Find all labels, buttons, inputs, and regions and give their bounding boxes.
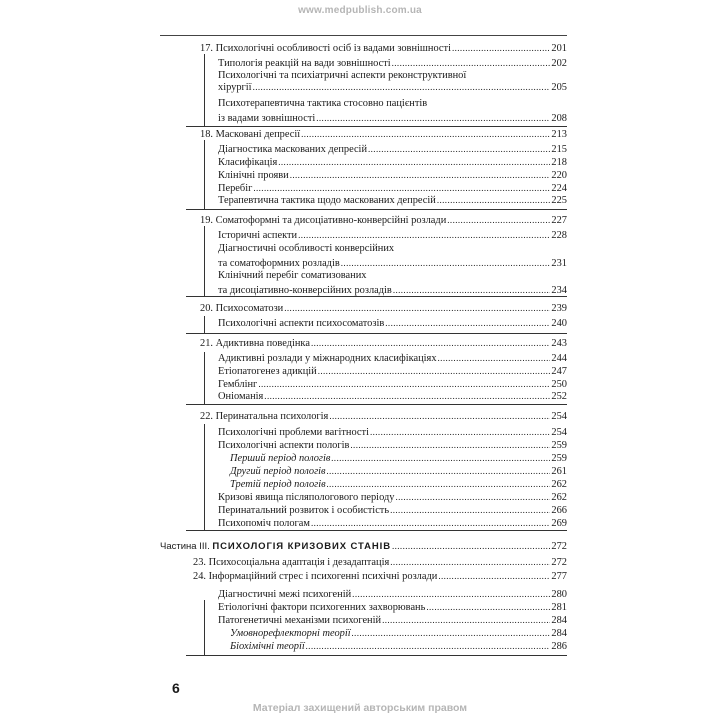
page-ref: 240 xyxy=(551,318,567,329)
item-title-line2: та соматоформних розладів xyxy=(218,257,340,269)
leader-dots xyxy=(438,353,550,365)
toc-item[interactable] xyxy=(218,427,567,439)
page-ref: 228 xyxy=(551,230,567,241)
leader-dots xyxy=(327,479,550,491)
toc-divider xyxy=(186,530,567,531)
toc-item[interactable] xyxy=(218,170,567,182)
toc-chapter-23[interactable] xyxy=(193,557,567,569)
toc-item[interactable] xyxy=(218,440,567,452)
leader-dots xyxy=(253,183,550,195)
page-ref: 234 xyxy=(551,284,567,296)
chapter-title: 21. Адиктивна поведінка xyxy=(200,338,310,349)
leader-dots xyxy=(331,453,550,465)
toc-divider xyxy=(204,54,205,127)
toc-divider xyxy=(204,316,205,333)
leader-dots xyxy=(318,366,550,378)
item-title: Історичні аспекти xyxy=(218,230,298,241)
toc-divider xyxy=(186,404,567,405)
toc-chapter-20[interactable] xyxy=(200,303,567,315)
leader-dots xyxy=(290,170,550,182)
toc-item[interactable] xyxy=(218,230,567,242)
leader-dots xyxy=(390,557,550,569)
chapter-title: 17. Психологічні особливості осіб із вадами зовнішності xyxy=(200,43,451,54)
item-title: Гемблінг xyxy=(218,379,258,390)
toc-item[interactable] xyxy=(218,518,567,530)
chapter-title: 19. Соматоформні та дисоціативно-конверсійні розлади xyxy=(200,215,447,226)
leader-dots xyxy=(352,628,550,640)
page-ref: 205 xyxy=(551,81,567,93)
page-ref: 243 xyxy=(551,338,567,349)
leader-dots xyxy=(327,466,550,478)
toc-divider xyxy=(186,296,567,297)
toc-divider xyxy=(186,126,567,127)
page-ref: 218 xyxy=(551,157,567,168)
toc-item[interactable] xyxy=(218,379,567,391)
leader-dots xyxy=(350,440,550,452)
leader-dots xyxy=(278,157,550,169)
page-ref: 254 xyxy=(551,427,567,438)
leader-dots xyxy=(395,492,550,504)
chapter-title: 22. Перинатальна психологія xyxy=(200,411,329,422)
item-title: Психологічні аспекти психосоматозів xyxy=(218,318,385,329)
page-ref: 259 xyxy=(551,453,567,464)
page-ref: 262 xyxy=(551,492,567,503)
page-ref: 201 xyxy=(551,43,567,54)
page-ref: 266 xyxy=(551,505,567,516)
leader-dots xyxy=(370,427,550,439)
page-ref: 225 xyxy=(551,195,567,206)
page-ref: 247 xyxy=(551,366,567,377)
toc-chapter-17[interactable] xyxy=(200,43,567,55)
toc-item[interactable] xyxy=(218,195,567,207)
leader-dots xyxy=(311,338,550,350)
chapter-title: 24. Інформаційний стрес і психогенні психічні розлади xyxy=(193,571,438,582)
leader-dots xyxy=(385,318,550,330)
item-title: Діагностика маскованих депресій xyxy=(218,144,367,155)
toc-divider xyxy=(186,333,567,334)
item-title: Клінічні прояви xyxy=(218,170,289,181)
page-ref: 250 xyxy=(551,379,567,390)
page-ref: 280 xyxy=(551,589,567,600)
item-title-line2: та дисоціативно-конверсійних розладів xyxy=(218,284,392,296)
item-title: Біохімічні теорії xyxy=(230,641,305,652)
toc-subitem[interactable] xyxy=(230,479,567,491)
item-title: Другий період пологів xyxy=(230,466,326,477)
item-title: Патогенетичні механізми психогеній xyxy=(218,615,382,626)
item-title: Діагностичні межі психогеній xyxy=(218,589,352,600)
item-title: Третій період пологів xyxy=(230,479,326,490)
page-ref: 277 xyxy=(551,571,567,582)
page-ref: 213 xyxy=(551,129,567,140)
toc-item[interactable] xyxy=(218,58,567,70)
page-ref: 269 xyxy=(551,518,567,529)
toc-item[interactable] xyxy=(218,492,567,504)
item-title-line1: Психологічні та психіатричні аспекти реконструктивної xyxy=(218,70,467,81)
toc-item[interactable] xyxy=(218,353,567,365)
item-title: Класифікація xyxy=(218,157,278,168)
toc-item[interactable] xyxy=(218,318,567,330)
page-ref: 239 xyxy=(551,303,567,314)
leader-dots xyxy=(341,258,550,270)
page-ref: 254 xyxy=(551,411,567,422)
page-ref: 272 xyxy=(551,557,567,568)
item-title: Етіопатогенез адикцій xyxy=(218,366,317,377)
leader-dots xyxy=(284,303,550,315)
leader-dots xyxy=(437,195,550,207)
leader-dots xyxy=(264,391,550,403)
page-number: 6 xyxy=(172,680,180,696)
leader-dots xyxy=(452,43,550,55)
toc-chapter-21[interactable] xyxy=(200,338,567,350)
toc-item[interactable] xyxy=(218,183,567,195)
leader-dots xyxy=(301,129,550,141)
toc-item[interactable] xyxy=(218,243,567,269)
page-ref: 224 xyxy=(551,183,567,194)
leader-dots xyxy=(316,113,550,125)
page-ref: 281 xyxy=(551,602,567,613)
item-title-line1: Клінічний перебіг соматизованих xyxy=(218,270,367,281)
chapter-title: 18. Масковані депресії xyxy=(200,129,301,140)
leader-dots xyxy=(393,285,550,297)
item-title: Кризові явища післяпологового періоду xyxy=(218,492,395,503)
toc-item[interactable] xyxy=(218,98,567,124)
leader-dots xyxy=(258,379,550,391)
chapter-title: 20. Психосоматози xyxy=(200,303,284,314)
page-ref: 215 xyxy=(551,144,567,155)
item-title: Психологічні аспекти пологів xyxy=(218,440,350,451)
page-ref: 202 xyxy=(551,58,567,69)
site-url: www.medpublish.com.ua xyxy=(298,5,422,16)
item-title: Умовнорефлекторні теорії xyxy=(230,628,351,639)
leader-dots xyxy=(311,518,550,530)
item-title-line2: хірургії xyxy=(218,81,252,93)
toc-item[interactable] xyxy=(218,505,567,517)
toc-item[interactable] xyxy=(218,615,567,627)
item-title: Оніоманія xyxy=(218,391,264,402)
item-title: Психопоміч пологам xyxy=(218,518,310,529)
page-ref: 220 xyxy=(551,170,567,181)
page-ref: 227 xyxy=(551,215,567,226)
leader-dots xyxy=(329,411,550,423)
item-title-line1: Діагностичні особливості конверсійних xyxy=(218,243,395,254)
toc-subitem[interactable] xyxy=(230,466,567,478)
toc-chapter-24[interactable] xyxy=(193,571,567,583)
toc-item[interactable] xyxy=(218,589,567,601)
toc-item[interactable] xyxy=(218,391,567,403)
toc-item[interactable] xyxy=(218,157,567,169)
part-title: ПСИХОЛОГІЯ КРИЗОВИХ СТАНІВ xyxy=(212,541,391,552)
item-title: Терапевтична тактика щодо маскованих депресій xyxy=(218,195,436,206)
leader-dots xyxy=(298,230,550,242)
toc-part-3[interactable] xyxy=(160,541,567,553)
leader-dots xyxy=(426,602,550,614)
page-ref: 208 xyxy=(551,112,567,124)
toc-item[interactable] xyxy=(218,144,567,156)
page-ref: 244 xyxy=(551,353,567,364)
leader-dots xyxy=(368,144,550,156)
toc-divider xyxy=(186,655,567,656)
leader-dots xyxy=(392,541,550,553)
toc-chapter-22[interactable] xyxy=(200,411,567,423)
page-ref: 284 xyxy=(551,628,567,639)
toc-item[interactable] xyxy=(218,366,567,378)
part-label: Частина ІІІ. xyxy=(160,541,210,552)
toc-divider xyxy=(204,226,205,297)
chapter-title: 23. Психосоціальна адаптація і дезадаптація xyxy=(193,557,390,568)
item-title: Перинатальний розвиток і особистість xyxy=(218,505,390,516)
page-ref: 259 xyxy=(551,440,567,451)
page-ref: 286 xyxy=(551,641,567,652)
page-ref: 272 xyxy=(551,541,567,552)
leader-dots xyxy=(253,82,550,94)
toc-divider xyxy=(204,424,205,530)
toc-divider xyxy=(204,352,205,404)
page-ref: 261 xyxy=(551,466,567,477)
toc-divider xyxy=(186,209,567,210)
item-title: Типологія реакцій на вади зовнішності xyxy=(218,58,391,69)
item-title: Перший період пологів xyxy=(230,453,331,464)
item-title: Перебіг xyxy=(218,183,253,194)
item-title-line1: Психотерапевтична тактика стосовно пацієнтів xyxy=(218,98,428,109)
leader-dots xyxy=(447,215,550,227)
leader-dots xyxy=(392,58,550,70)
toc-subitem[interactable] xyxy=(230,628,567,640)
leader-dots xyxy=(382,615,550,627)
leader-dots xyxy=(438,571,550,583)
leader-dots xyxy=(352,589,550,601)
page-ref: 231 xyxy=(551,257,567,269)
page-ref: 252 xyxy=(551,391,567,402)
toc-divider xyxy=(204,600,205,656)
toc-item[interactable] xyxy=(218,270,567,296)
item-title-line2: із вадами зовнішності xyxy=(218,112,316,124)
toc-item[interactable] xyxy=(218,602,567,614)
toc-subitem[interactable] xyxy=(230,641,567,653)
leader-dots xyxy=(306,641,550,653)
toc-chapter-18[interactable] xyxy=(200,129,567,141)
toc-chapter-19[interactable] xyxy=(200,215,567,227)
page-ref: 262 xyxy=(551,479,567,490)
item-title: Адиктивні розлади у міжнародних класифікаціях xyxy=(218,353,437,364)
copyright-notice: Матеріал захищений авторським правом xyxy=(252,702,468,714)
page-ref: 284 xyxy=(551,615,567,626)
toc-item[interactable] xyxy=(218,70,567,93)
toc-subitem[interactable] xyxy=(230,453,567,465)
toc-divider xyxy=(204,140,205,210)
item-title: Етіологічні фактори психогенних захворювань xyxy=(218,602,426,613)
item-title: Психологічні проблеми вагітності xyxy=(218,427,369,438)
leader-dots xyxy=(390,505,550,517)
